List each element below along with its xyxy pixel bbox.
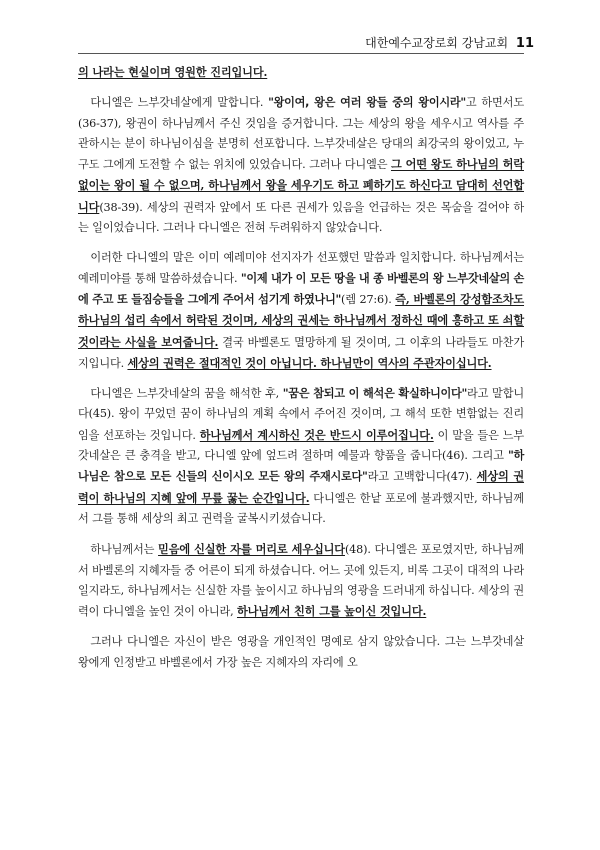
body-text: (48). 다니엘은 포로였지만, 하나님께서 바벨론의 지혜자들 중 어른이 되게 하셨습니다. 어느 곳에 있든지, 비록 그곳이 대적의 나라일지라도, 하나님께서는 신실한 자를 높이시고 하나님의 영광을 드러내게 하십니다. 세상의 권력이 다니엘을 높인 것이 아니라, — [78, 543, 524, 619]
body-text: 이러한 다니엘의 말은 이미 예레미야 선지자가 선포했던 말씀과 일치합니다. 하나님께서는 예레미야를 통해 말씀하셨습니다. — [78, 251, 524, 285]
paragraph — [78, 632, 524, 673]
body-text: 다니엘은 느부갓네살의 꿈을 해석한 후, — [90, 387, 283, 401]
body-text: (렘 27:6). — [341, 292, 396, 306]
body-text: 이 말을 들은 느부갓네살은 큰 충격을 받고, 다니엘 앞에 엎드려 절하며 예물과 향품을 줍니다(46). 그리고 — [78, 428, 524, 463]
body-text: 라고 말합니다(45). 왕이 꾸었던 꿈이 하나님의 계획 속에서 주어진 것이며, 그 해석 또한 변함없는 진리임을 선포하는 것입니다. — [78, 387, 525, 442]
page-number: 11 — [515, 36, 534, 51]
church-name: 대한예수교장로회 강남교회 — [365, 36, 509, 50]
header-divider — [78, 53, 524, 54]
scripture-quote: "이제 내가 이 모든 땅을 내 종 바벨론의 왕 느부갓네살의 손에 주고 또 들짐승들을 그에게 주어서 섬기게 하였나니" — [78, 271, 524, 306]
body-text: 다니엘은 한낱 포로에 불과했지만, 하나님께서 그를 통해 세상의 최고 권력을 굴복시키셨습니다. — [78, 491, 524, 525]
emphasized-text: 그 어떤 왕도 하나님의 허락 없이는 왕이 될 수 없으며, 하나님께서 왕을 세우기도 하고 폐하기도 하신다고 담대히 선언합니다 — [78, 157, 524, 214]
sermon-body — [78, 62, 524, 673]
body-text: (38-39). 세상의 권력자 앞에서 또 다른 권세가 있음을 언급하는 것은 목숨을 걸어야 하는 일이었습니다. 그러나 다니엘은 전혀 두려워하지 않았습니다. — [78, 200, 524, 235]
page-header — [365, 34, 534, 51]
emphasized-text: 믿음에 신실한 자를 머리로 세우십니다 — [158, 542, 345, 557]
paragraph — [78, 93, 524, 238]
emphasized-text: 세상의 권력은 절대적인 것이 아닙니다. 하나님만이 역사의 주관자이십니다. — [127, 355, 492, 370]
emphasized-text: 세상의 권력이 하나님의 지혜 앞에 무릎 꿇는 순간입니다. — [78, 469, 525, 505]
body-text: 라고 고백합니다(47). — [367, 470, 477, 484]
paragraph — [78, 539, 524, 622]
emphasized-text: 하나님께서 계시하신 것은 반드시 이루어집니다. — [199, 427, 434, 442]
scripture-quote: "하나님은 참으로 모든 신들의 신이시오 모든 왕의 주재시로다" — [78, 449, 524, 484]
scripture-quote: "꿈은 참되고 이 해석은 확실하니이다" — [282, 387, 468, 401]
body-text: 그러나 다니엘은 자신이 받은 영광을 개인적인 명예로 삼지 않았습니다. 그는 느부갓네살 왕에게 인정받고 바벨론에서 가장 높은 지혜자의 자리에 오 — [78, 635, 524, 669]
body-text: 다니엘은 느부갓네살에게 말합니다. — [90, 96, 269, 110]
emphasized-text: 즉, 바벨론의 강성함조차도 하나님의 섭리 속에서 허락된 것이며, 세상의 권세는 하나님께서 정하신 때에 흥하고 또 쇠할 것이라는 사실을 보여줍니다. — [78, 291, 525, 349]
paragraph — [78, 384, 524, 529]
paragraph — [78, 62, 524, 83]
body-text: 고 하면서도(36-37), 왕권이 하나님께서 주신 것임을 증거합니다. 그는 세상의 왕을 세우시고 역사를 주관하시는 분이 하나님이심을 분명히 선포합니다. 느부갓네살은 당대의 최강국의 왕이었고, 누구도 그에게 도전할 수 없는 위치에 있었습니다. 그러나 다니엘은 — [78, 96, 525, 172]
body-text: 하나님께서는 — [90, 543, 159, 557]
body-text: 결국 바벨론도 멸망하게 될 것이며, 그 이후의 나라들도 마찬가지입니다. — [78, 335, 524, 370]
emphasized-text: 의 나라는 현실이며 영원한 진리입니다. — [78, 65, 268, 79]
scripture-quote: "왕이여, 왕은 여러 왕들 중의 왕이시라" — [268, 96, 466, 110]
emphasized-text: 하나님께서 친히 그를 높이신 것입니다. — [236, 604, 427, 619]
paragraph — [78, 248, 524, 374]
